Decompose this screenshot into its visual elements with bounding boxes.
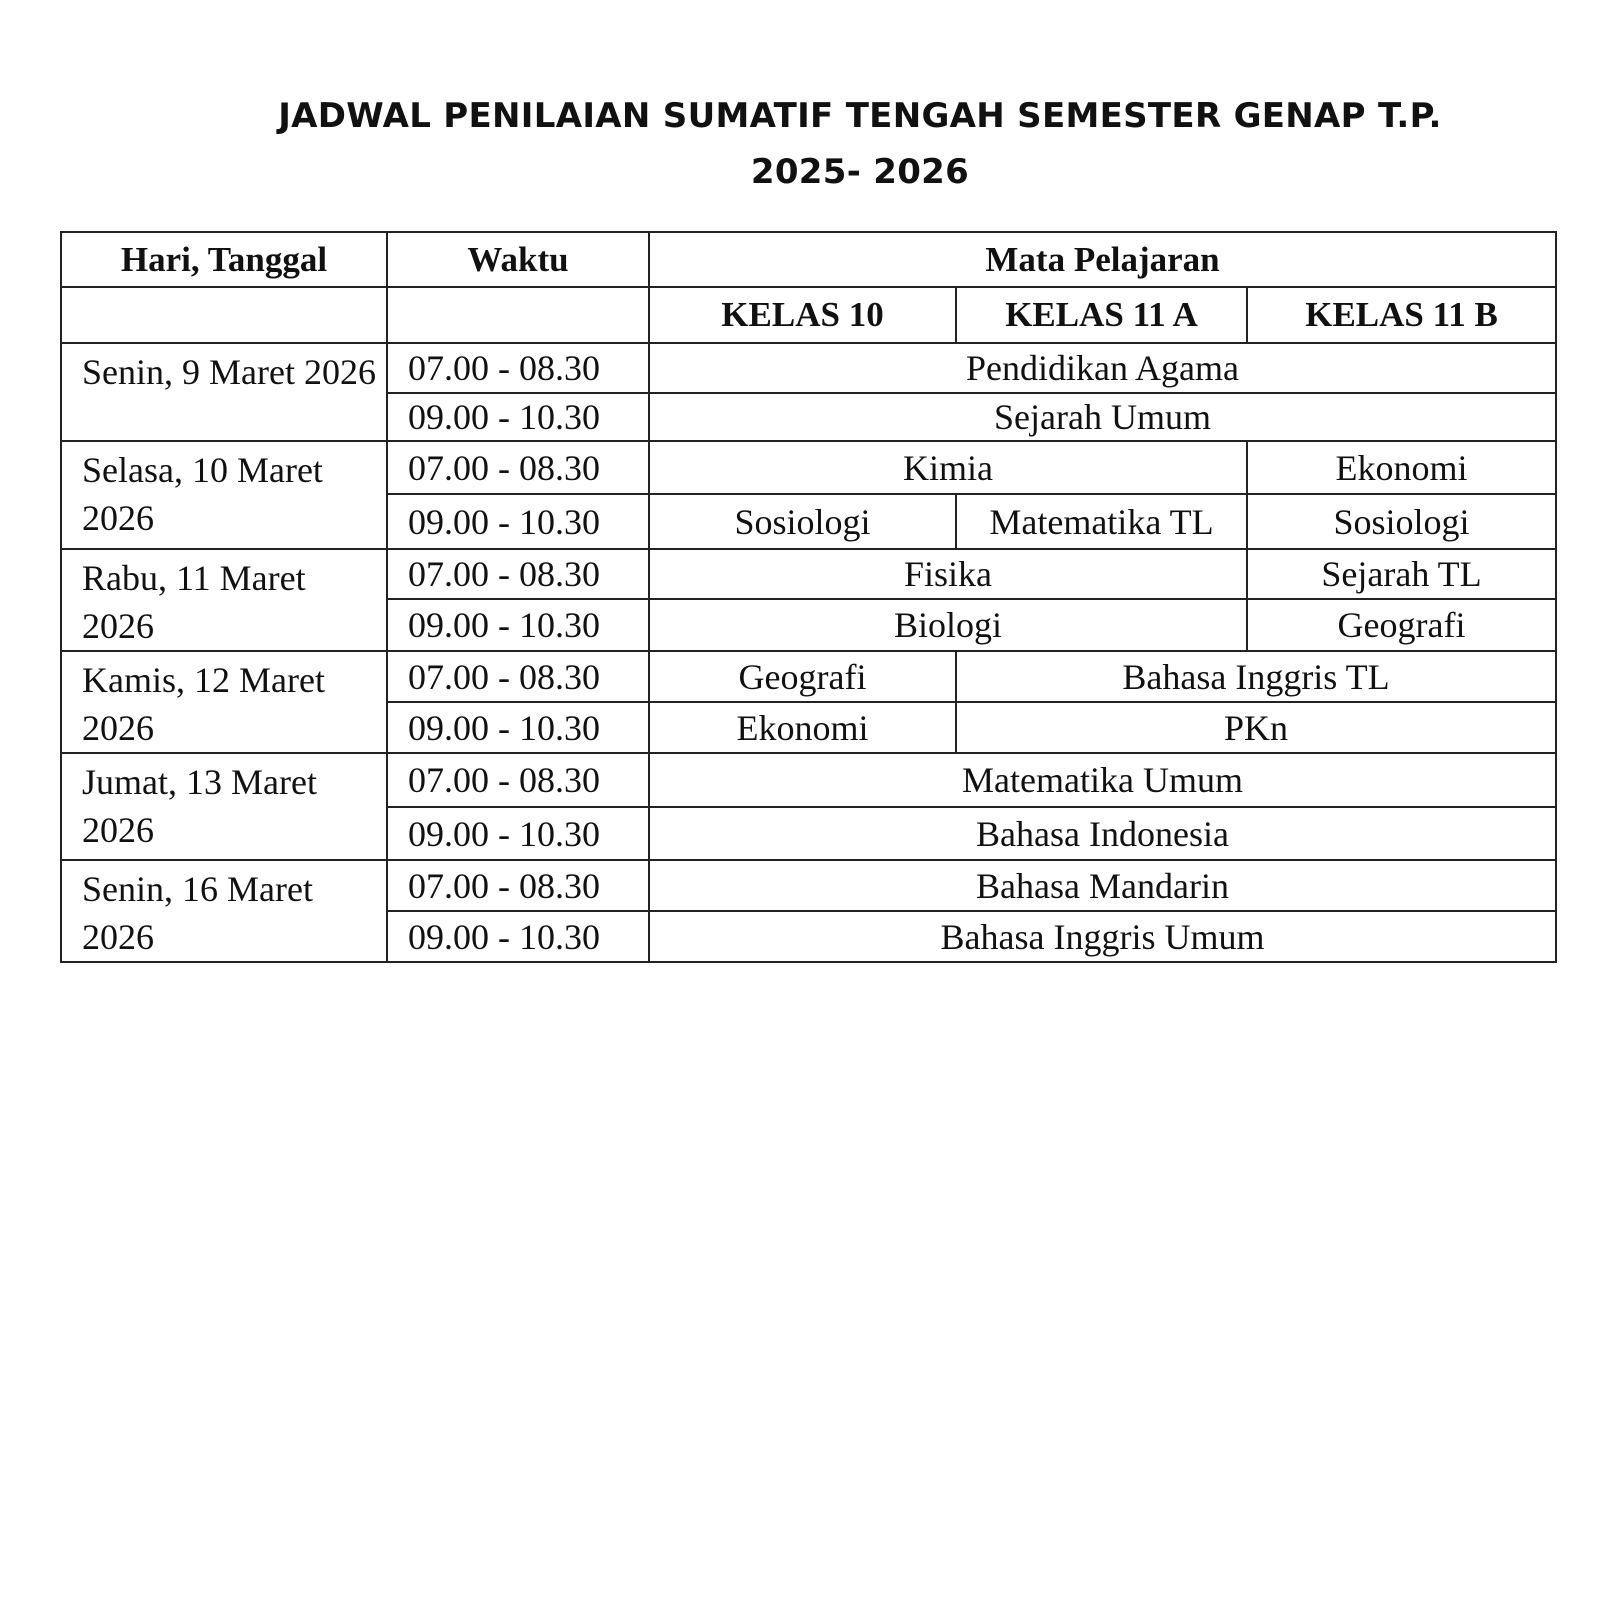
subject-cell: Geografi (1247, 599, 1556, 651)
subject-cell: Sejarah TL (1247, 549, 1556, 599)
time-cell: 09.00 - 10.30 (387, 911, 649, 962)
subject-cell: Kimia (649, 441, 1247, 494)
header-row (61, 232, 1556, 287)
time-cell: 07.00 - 08.30 (387, 753, 649, 807)
subject-cell: Sosiologi (1247, 494, 1556, 549)
subject-cell: Fisika (649, 549, 1247, 599)
subject-cell: Sejarah Umum (649, 393, 1556, 441)
subject-cell: Bahasa Mandarin (649, 860, 1556, 911)
table-row (61, 549, 1556, 599)
header-class-11b: KELAS 11 B (1247, 287, 1556, 343)
title-line-1: JADWAL PENILAIAN SUMATIF TENGAH SEMESTER GENAP T.P. (278, 96, 1442, 136)
subject-cell: Pendidikan Agama (649, 343, 1556, 393)
day-cell: Jumat, 13 Maret 2026 (61, 753, 387, 860)
time-cell: 09.00 - 10.30 (387, 702, 649, 753)
time-cell: 07.00 - 08.30 (387, 651, 649, 702)
header-time: Waktu (387, 232, 649, 287)
subject-cell: Geografi (649, 651, 956, 702)
time-cell: 07.00 - 08.30 (387, 441, 649, 494)
day-cell: Senin, 16 Maret 2026 (61, 860, 387, 962)
table-row (61, 441, 1556, 494)
header-class-10: KELAS 10 (649, 287, 956, 343)
subject-cell: Ekonomi (649, 702, 956, 753)
subject-cell: Bahasa Inggris Umum (649, 911, 1556, 962)
title-line-2: 2025- 2026 (750, 152, 970, 192)
day-cell: Rabu, 11 Maret 2026 (61, 549, 387, 651)
table-row (61, 753, 1556, 807)
day-cell: Kamis, 12 Maret 2026 (61, 651, 387, 753)
time-cell: 07.00 - 08.30 (387, 343, 649, 393)
header-day-empty (61, 287, 387, 343)
day-cell: Senin, 9 Maret 2026 (61, 343, 387, 441)
subject-cell: PKn (956, 702, 1556, 753)
header-time-empty (387, 287, 649, 343)
subject-cell: Sosiologi (649, 494, 956, 549)
day-cell: Selasa, 10 Maret 2026 (61, 441, 387, 549)
header-class-11a: KELAS 11 A (956, 287, 1247, 343)
header-day: Hari, Tanggal (61, 232, 387, 287)
schedule-table (60, 231, 1557, 963)
time-cell: 09.00 - 10.30 (387, 807, 649, 860)
time-cell: 09.00 - 10.30 (387, 393, 649, 441)
schedule-body (61, 343, 1556, 962)
class-header-row (61, 287, 1556, 343)
subject-cell: Bahasa Indonesia (649, 807, 1556, 860)
subject-cell: Ekonomi (1247, 441, 1556, 494)
time-cell: 09.00 - 10.30 (387, 599, 649, 651)
time-cell: 07.00 - 08.30 (387, 549, 649, 599)
subject-cell: Biologi (649, 599, 1247, 651)
table-row (61, 860, 1556, 911)
subject-cell: Bahasa Inggris TL (956, 651, 1556, 702)
header-subject: Mata Pelajaran (649, 232, 1556, 287)
table-row (61, 651, 1556, 702)
subject-cell: Matematika Umum (649, 753, 1556, 807)
time-cell: 09.00 - 10.30 (387, 494, 649, 549)
page-title (190, 88, 1530, 200)
subject-cell: Matematika TL (956, 494, 1247, 549)
time-cell: 07.00 - 08.30 (387, 860, 649, 911)
table-row (61, 343, 1556, 393)
